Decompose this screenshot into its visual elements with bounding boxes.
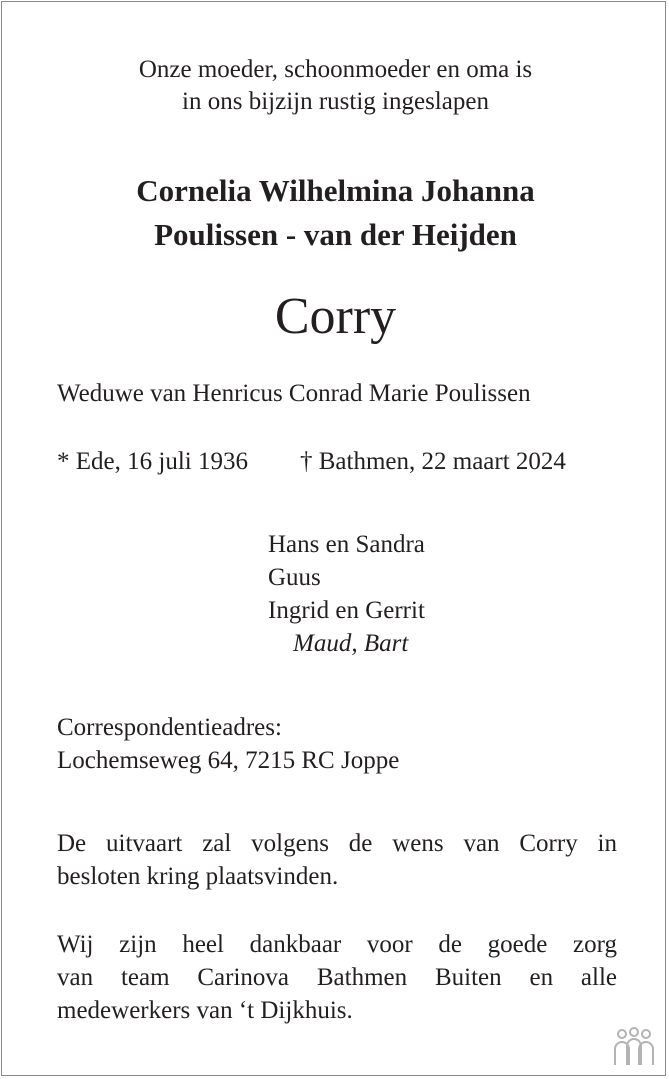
grandchildren: Maud, Bart: [293, 630, 409, 657]
funeral-paragraph: [57, 827, 617, 893]
family-member: Guus: [268, 564, 321, 591]
family-list: [268, 528, 425, 660]
intro-line-2: in ons bijzijn rustig ingeslapen: [182, 88, 489, 115]
intro-line-1: Onze moeder, schoonmoeder en oma is: [138, 56, 533, 83]
correspondence-street: Lochemseweg 64, 7215 RC Joppe: [57, 747, 400, 774]
full-name-line-2: Poulissen - van der Heijden: [154, 217, 517, 252]
family-member: Ingrid en Gerrit: [268, 597, 425, 624]
full-name-line-1: Cornelia Wilhelmina Johanna: [136, 173, 535, 208]
paragraph-line: De uitvaart zal volgens de wens van Corry in: [57, 830, 617, 857]
family-member: Hans en Sandra: [268, 531, 425, 558]
thanks-paragraph: [57, 928, 617, 1027]
paragraph-line: medewerkers van ‘t Dijkhuis.: [57, 997, 353, 1024]
correspondence-address: [57, 711, 399, 777]
nickname: Corry: [274, 288, 397, 345]
death-date: † Bathmen, 22 maart 2024: [300, 448, 566, 475]
birth-date: * Ede, 16 juli 1936: [57, 448, 248, 475]
paragraph-line: Wij zijn heel dankbaar voor de goede zorg: [57, 931, 617, 958]
paragraph-line: van team Carinova Bathmen Buiten en alle: [57, 964, 617, 991]
obituary-card: [1, 1, 666, 1076]
widow-of: Weduwe van Henricus Conrad Marie Poulissen: [57, 380, 531, 407]
people-group-icon: [611, 1027, 657, 1067]
correspondence-label: Correspondentieadres:: [57, 714, 282, 741]
paragraph-line: besloten kring plaatsvinden.: [57, 863, 339, 890]
